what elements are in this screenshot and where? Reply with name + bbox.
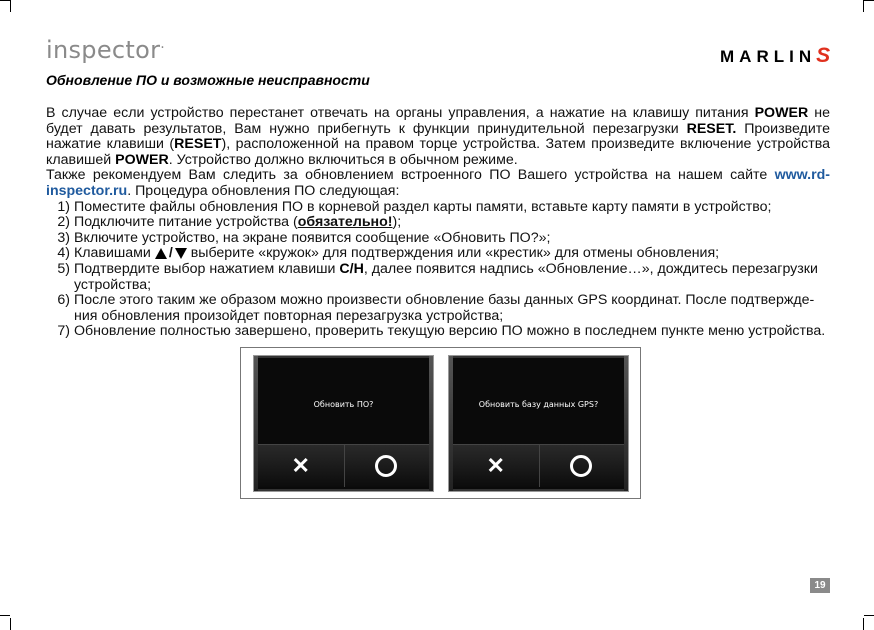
list-item: 6) После этого таким же образом можно произвести обновление базы данных GPS координат. После подтвержде-ния обновления произойдет повторная перезагрузка устройства;: [57, 292, 815, 324]
page-number: 19: [810, 578, 830, 593]
list-item: 3) Включите устройство, на экране появится сообщение «Обновить ПО?»;: [57, 229, 551, 246]
list-item: 4) Клавишами / выберите «кружок» для подтверждения или «крестик» для отмены обновления;: [57, 245, 720, 262]
crop-mark: [0, 0, 10, 1]
list-item: 7) Обновление полностью завершено, проверить текущую версию ПО можно в последнем пункте меню устройства.: [57, 323, 826, 340]
list-item: 1) Поместите файлы обновления ПО в корневой раздел карты памяти, вставьте карту памяти в устройство;: [57, 198, 772, 215]
list-item: 2) Подключите питание устройства (обязательно!);: [57, 214, 402, 231]
section-title: Обновление ПО и возможные неисправности: [46, 72, 370, 88]
crop-mark: [10, 0, 11, 12]
marlin-logo: MARLINS: [720, 44, 831, 67]
crop-mark: [10, 618, 11, 630]
circle-icon: [570, 455, 592, 477]
crop-mark: [864, 615, 874, 616]
triangle-down-icon: [175, 248, 187, 259]
screen-button-bar: [258, 444, 429, 487]
update-gps-screen: [448, 355, 629, 492]
paragraph-reset: В случае если устройство перестанет отвечать на органы управления, а нажатие на клавишу питания POWER не будет давать результатов, Вам нужно прибегнуть к функции принудительной перезагрузки RESET. Произведите нажатие клавиши (RESET), расположенной на правом торце устройства. Затем произведите включение устройства клавишей POWER. Устройство должно включиться в обычном режиме.: [46, 105, 830, 168]
confirm-button[interactable]: [539, 445, 625, 487]
update-firmware-screen: [253, 355, 434, 492]
screen-message: Обновить базу данных GPS?: [478, 400, 599, 409]
crop-mark: [863, 618, 864, 630]
circle-icon: [375, 455, 397, 477]
close-icon: ✕: [291, 453, 310, 478]
crop-mark: [864, 0, 874, 1]
steps-list: [46, 200, 830, 340]
cancel-button[interactable]: [453, 445, 540, 487]
website-link[interactable]: www.rd-inspector.ru: [46, 167, 830, 199]
list-item: 5) Подтвердите выбор нажатием клавиши С/Н, далее появится надпись «Обновление…», дождитесь перезагрузки устройства;: [57, 260, 818, 293]
screen-button-bar: [453, 444, 624, 487]
inspector-logo: inspector.: [46, 36, 166, 64]
confirm-button[interactable]: [344, 445, 430, 487]
screen-message: Обновить ПО?: [313, 400, 374, 409]
document-body: [46, 106, 830, 340]
device-screenshots: [240, 347, 641, 499]
crop-mark: [0, 615, 10, 616]
close-icon: ✕: [486, 453, 505, 478]
cancel-button[interactable]: [258, 445, 345, 487]
crop-mark: [863, 0, 864, 12]
paragraph-update: Также рекомендуем Вам следить за обновлением встроенного ПО Вашего устройства на нашем сайте www.rd-inspector.ru. Процедура обновления ПО следующая:: [46, 167, 830, 199]
triangle-up-icon: [155, 248, 167, 259]
